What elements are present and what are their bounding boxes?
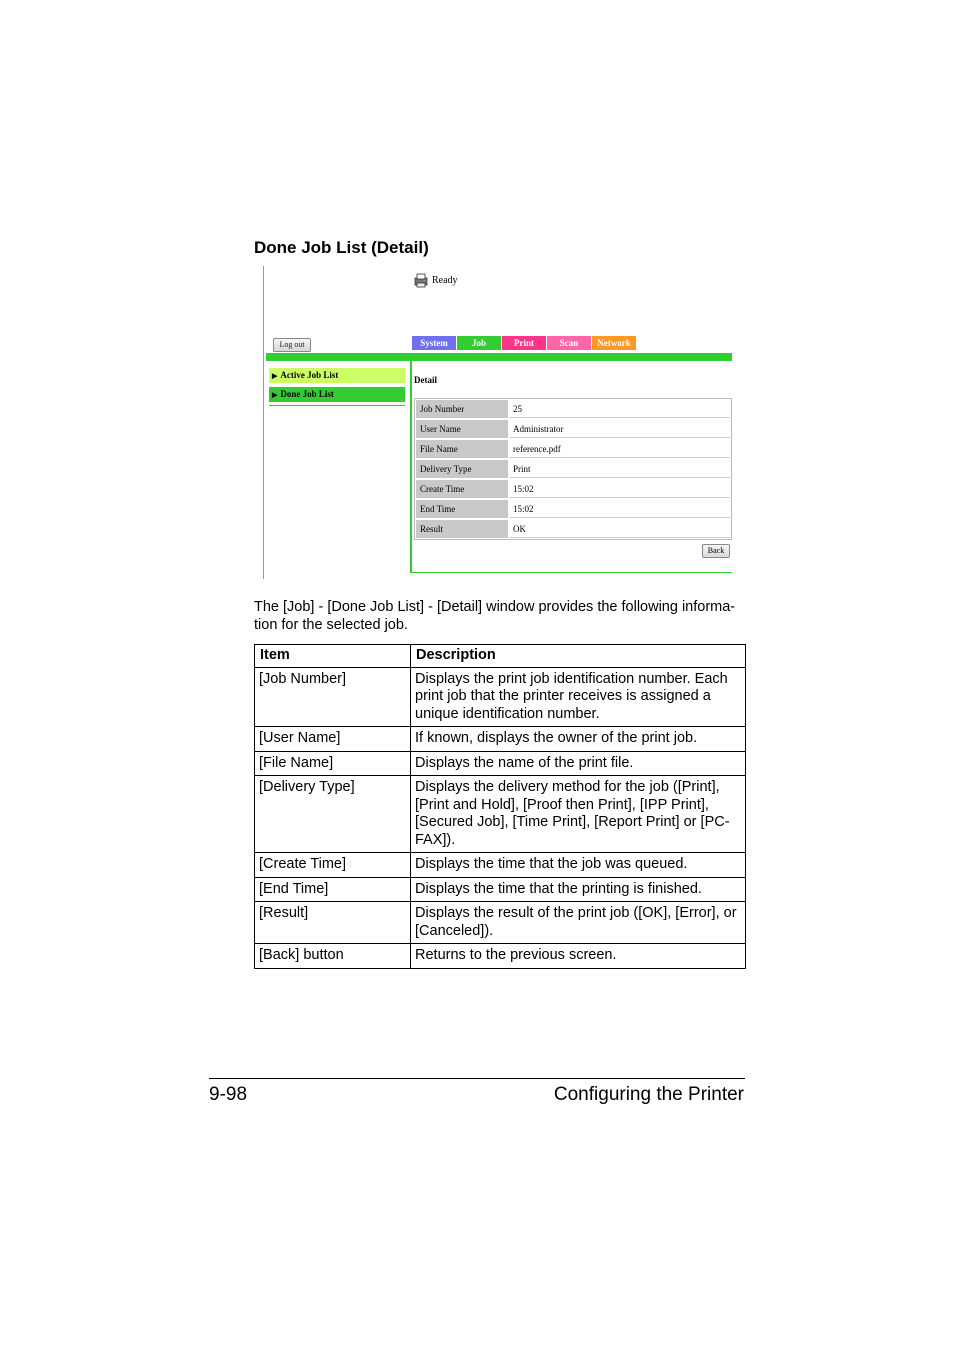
header-item: Item — [255, 645, 411, 668]
description-cell: Displays the delivery method for the job ([Print], [Print and Hold], [Proof then Print], [IPP Print], [Secured Job], [Time Print], [Report Print] or [PC-FAX]). — [411, 776, 746, 853]
arrow-right-icon: ▶ — [272, 372, 278, 380]
table-row — [255, 751, 746, 776]
tab-scan[interactable]: Scan — [547, 336, 591, 350]
header-green-bar — [266, 353, 732, 361]
logout-button[interactable]: Log out — [273, 338, 311, 352]
sidebar-item-label: Active Job List — [280, 370, 339, 380]
tab-job[interactable]: Job — [457, 336, 501, 350]
table-header-row — [255, 645, 746, 668]
detail-key: Result — [416, 520, 508, 538]
printer-icon — [413, 272, 429, 288]
detail-key: Job Number — [416, 400, 508, 418]
tab-print[interactable]: Print — [502, 336, 546, 350]
item-cell: [Result] — [255, 902, 411, 944]
sidebar-item-done-job-list[interactable] — [269, 387, 405, 402]
content-divider — [410, 361, 412, 572]
frame-left-border — [263, 266, 264, 579]
main-tabs — [412, 336, 636, 350]
header-description: Description — [411, 645, 746, 668]
item-cell: [Job Number] — [255, 667, 411, 727]
detail-key: User Name — [416, 420, 508, 438]
status-text: Ready — [432, 274, 458, 286]
table-row — [255, 667, 746, 727]
description-cell: Displays the result of the print job ([OK], [Error], or [Canceled]). — [411, 902, 746, 944]
sidebar-underline — [269, 405, 405, 406]
detail-row — [416, 500, 730, 518]
arrow-right-icon: ▶ — [272, 391, 278, 399]
content-bottom-border — [410, 572, 732, 573]
table-row — [255, 727, 746, 752]
detail-heading: Detail — [414, 375, 437, 385]
table-row — [255, 902, 746, 944]
intro-paragraph: The [Job] - [Done Job List] - [Detail] window provides the following informa-tion for the selected job. — [254, 599, 736, 633]
item-cell: [Create Time] — [255, 853, 411, 878]
item-cell: [Back] button — [255, 944, 411, 969]
description-table — [254, 644, 746, 969]
chapter-title: Configuring the Printer — [553, 1084, 744, 1105]
tab-network[interactable]: Network — [592, 336, 636, 350]
item-cell: [User Name] — [255, 727, 411, 752]
detail-row — [416, 460, 730, 478]
detail-row — [416, 480, 730, 498]
detail-key: File Name — [416, 440, 508, 458]
item-cell: [File Name] — [255, 751, 411, 776]
description-cell: Displays the name of the print file. — [411, 751, 746, 776]
detail-key: End Time — [416, 500, 508, 518]
detail-value: 15:02 — [510, 500, 730, 518]
detail-row — [416, 440, 730, 458]
sidebar-item-active-job-list[interactable] — [269, 368, 405, 383]
screenshot-panel — [263, 266, 735, 582]
item-cell: [End Time] — [255, 877, 411, 902]
detail-row — [416, 520, 730, 538]
sidebar-item-label: Done Job List — [280, 389, 334, 399]
detail-key: Create Time — [416, 480, 508, 498]
item-cell: [Delivery Type] — [255, 776, 411, 853]
table-row — [255, 853, 746, 878]
description-cell: Returns to the previous screen. — [411, 944, 746, 969]
detail-value: reference.pdf — [510, 440, 730, 458]
table-row — [255, 944, 746, 969]
detail-value: Administrator — [510, 420, 730, 438]
table-row — [255, 776, 746, 853]
detail-row — [416, 420, 730, 438]
printer-status — [413, 272, 458, 288]
description-cell: Displays the print job identification number. Each print job that the printer receives is assigned a unique identification number. — [411, 667, 746, 727]
detail-table — [414, 398, 732, 540]
tab-system[interactable]: System — [412, 336, 456, 350]
detail-value: 15:02 — [510, 480, 730, 498]
detail-value: 25 — [510, 400, 730, 418]
section-title: Done Job List (Detail) — [254, 238, 429, 257]
table-row — [255, 877, 746, 902]
description-cell: Displays the time that the job was queued. — [411, 853, 746, 878]
footer-rule — [209, 1078, 745, 1079]
detail-value: Print — [510, 460, 730, 478]
detail-row — [416, 400, 730, 418]
description-cell: Displays the time that the printing is finished. — [411, 877, 746, 902]
detail-key: Delivery Type — [416, 460, 508, 478]
page-number: 9-98 — [209, 1084, 248, 1105]
detail-value: OK — [510, 520, 730, 538]
back-button[interactable]: Back — [702, 544, 730, 558]
description-cell: If known, displays the owner of the print job. — [411, 727, 746, 752]
sidebar — [269, 368, 405, 406]
